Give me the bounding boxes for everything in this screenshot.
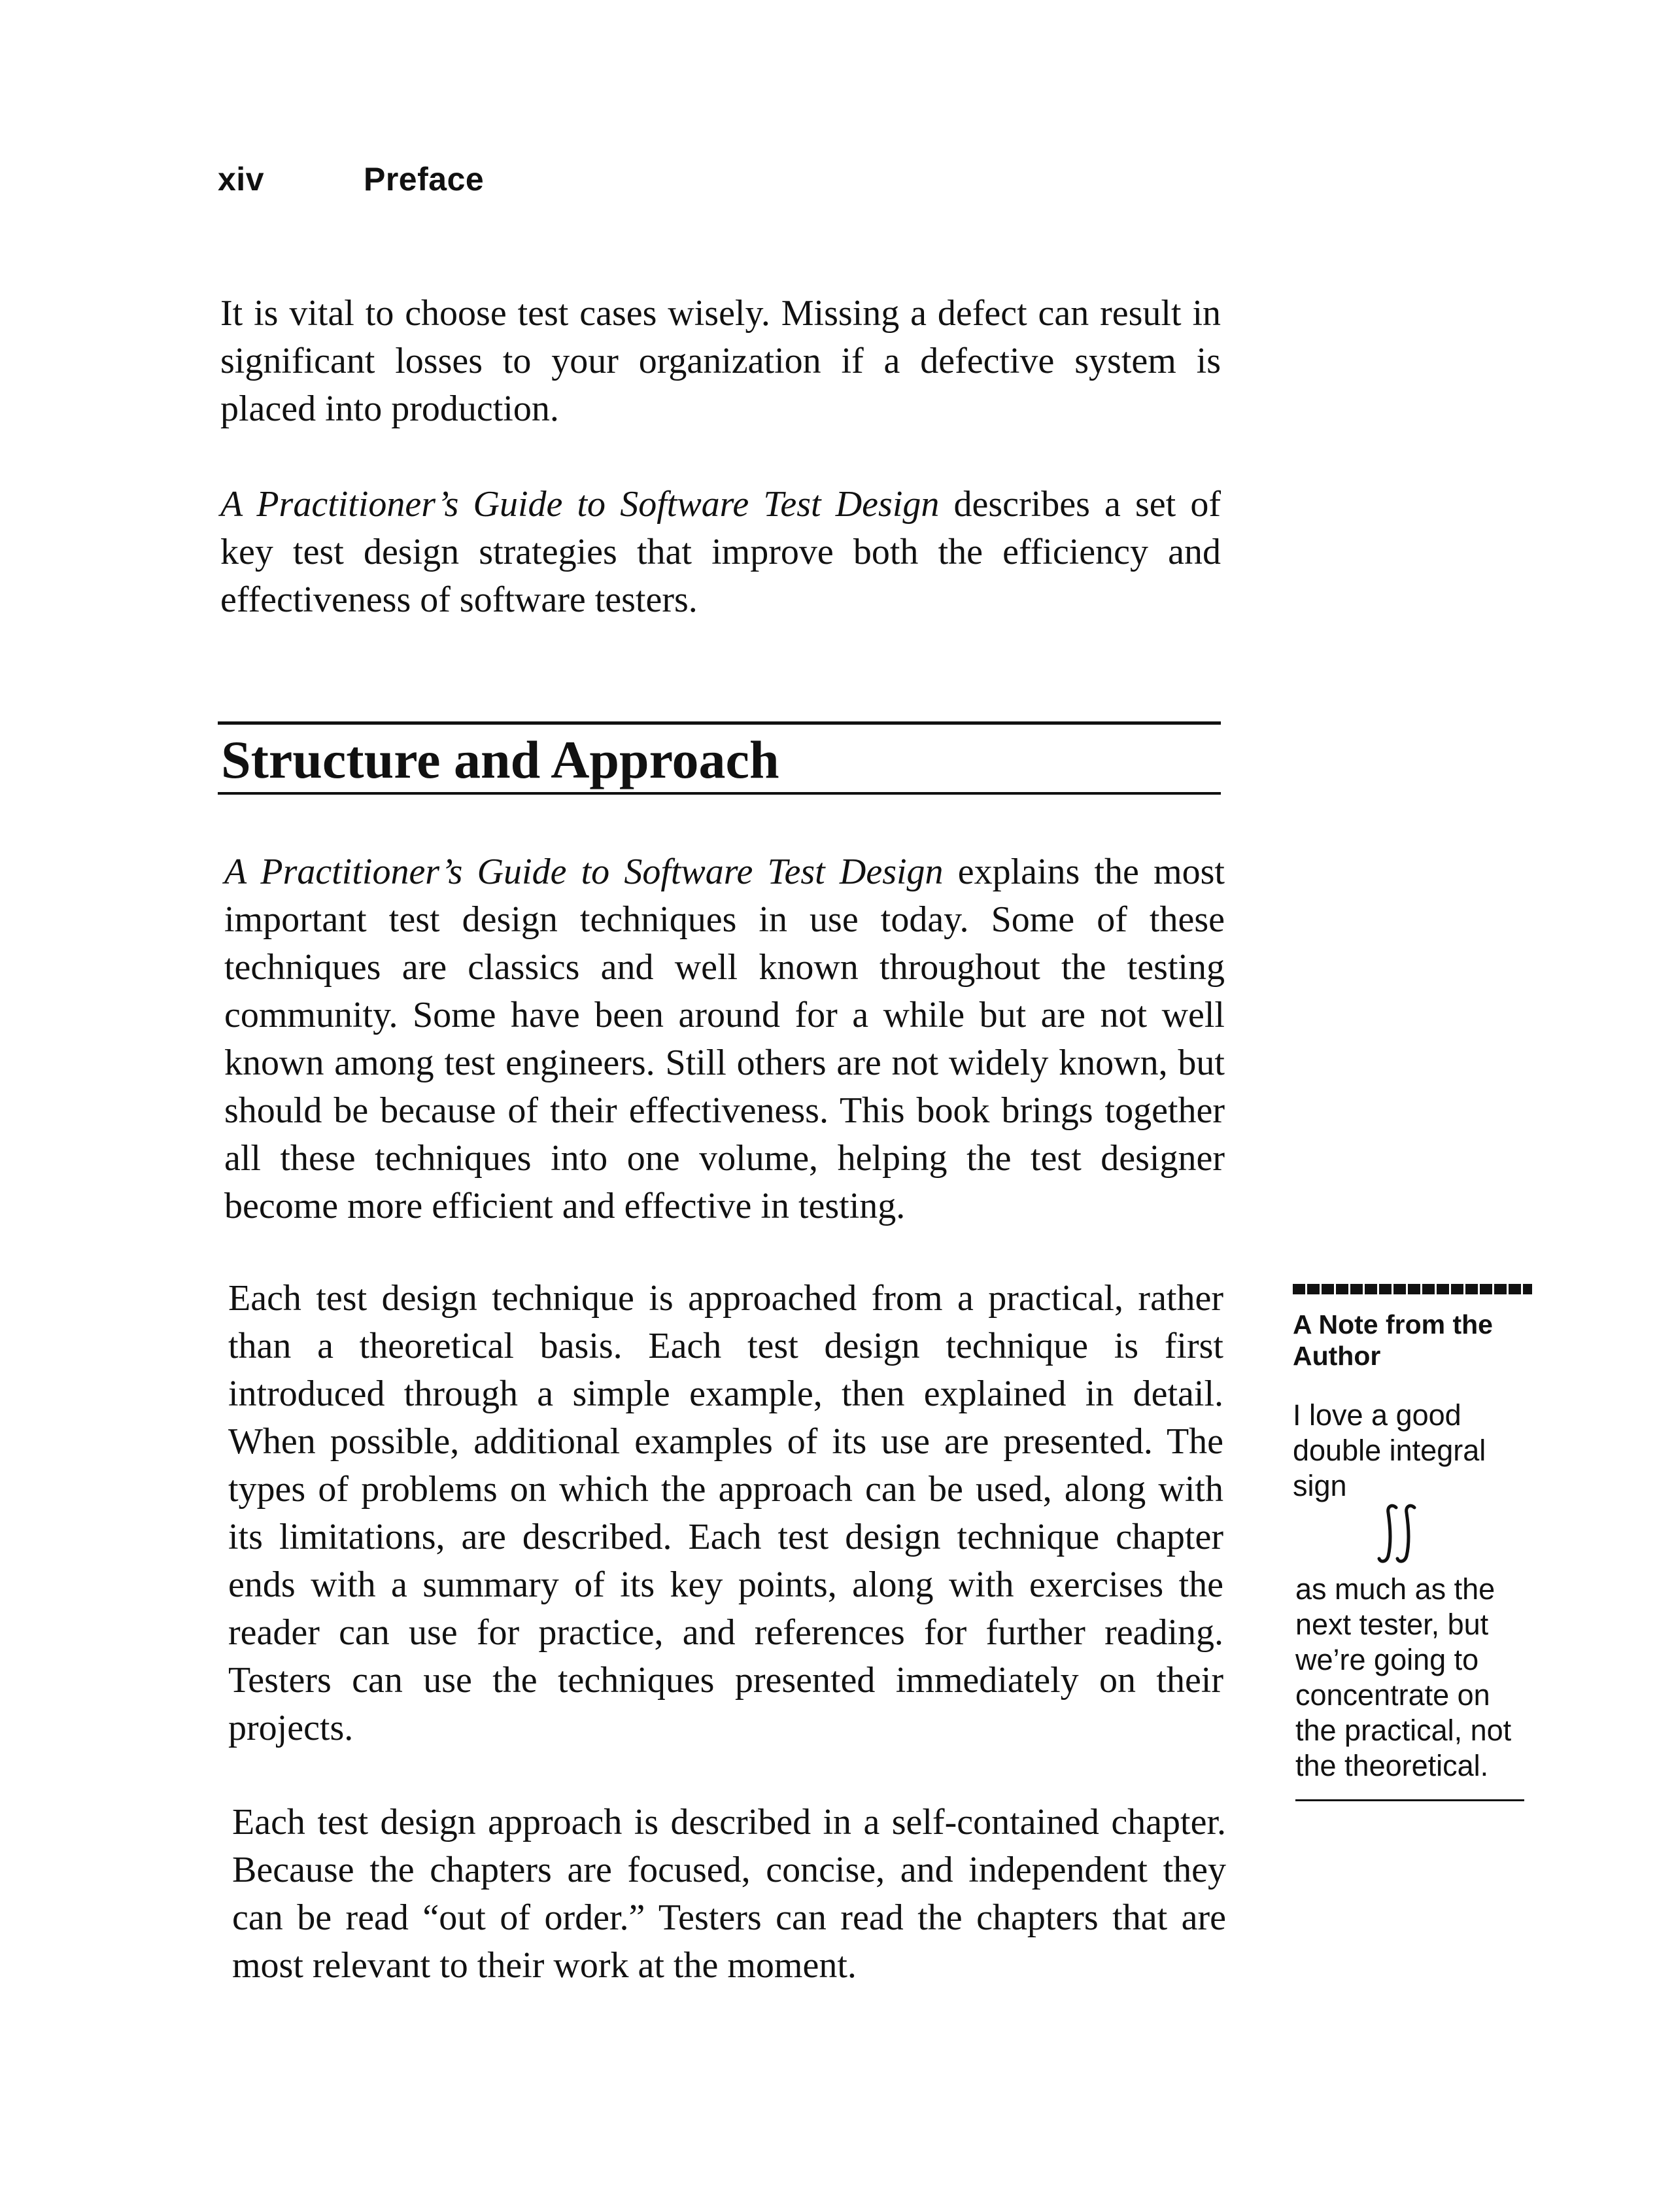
intro-paragraph-1: It is vital to choose test cases wisely. Missing a defect can result in significant losses to your organization if a defective system is placed into production.: [220, 293, 1221, 429]
section-heading: Structure and Approach: [221, 730, 779, 789]
book-title-italic: A Practitioner’s Guide to Software Test Design: [224, 852, 944, 892]
page-number: xiv: [218, 161, 265, 198]
running-header: [218, 160, 484, 198]
double-integral-icon: [1376, 1504, 1422, 1564]
section-paragraph-2: Each test design technique is approached from a practical, rather than a theoretical basis. Each test design technique is first introduced through a simple example, then explained in detail. When possible, additional examples of its use are presented. The types of problems on which the approach can be used, along with its limitations, are described. Each test design technique chapter ends with a summary of its key points, along with exercises the reader can use for practice, and references for further reading. Testers can use the techniques presented immediately on their projects.: [228, 1278, 1223, 1748]
note-top-bar: [1293, 1284, 1532, 1294]
section-paragraph-3: Each test design approach is described in a self-contained chapter. Because the chapters are focused, concise, and independent they can be read “out of order.” Testers can read the chapters that are most relevant to their work at the moment.: [232, 1802, 1226, 1986]
section-paragraph-1: [224, 848, 1225, 1230]
section-rule-bottom: [218, 792, 1221, 795]
section-paragraph-1-text: explains the most important test design techniques in use today. Some of these techniques are classics and well known throughout the testing community. Some have been around for a while but are not well known among test engineers. Still others are not widely known, but should be because of their effectiveness. This book brings together all these techniques into one volume, helping the test designer become more efficient and effective in testing.: [224, 852, 1225, 1226]
running-title: Preface: [364, 161, 485, 198]
intro-paragraph-2-text: describes a set of key test design strategies that improve both the efficiency and effectiveness of software testers.: [220, 484, 1221, 620]
author-margin-note: [1293, 1284, 1535, 1801]
note-title: A Note from the Author: [1293, 1309, 1493, 1371]
intro-paragraph-2: [220, 481, 1221, 624]
note-bottom-rule: [1295, 1799, 1524, 1801]
book-title-italic: A Practitioner’s Guide to Software Test Design: [220, 484, 940, 525]
note-text-before: I love a good double integral sign: [1293, 1398, 1486, 1502]
note-text-after: as much as the next tester, but we’re going to concentrate on the practical, not the theoretical.: [1295, 1572, 1512, 1782]
section-rule-top: [218, 721, 1221, 725]
